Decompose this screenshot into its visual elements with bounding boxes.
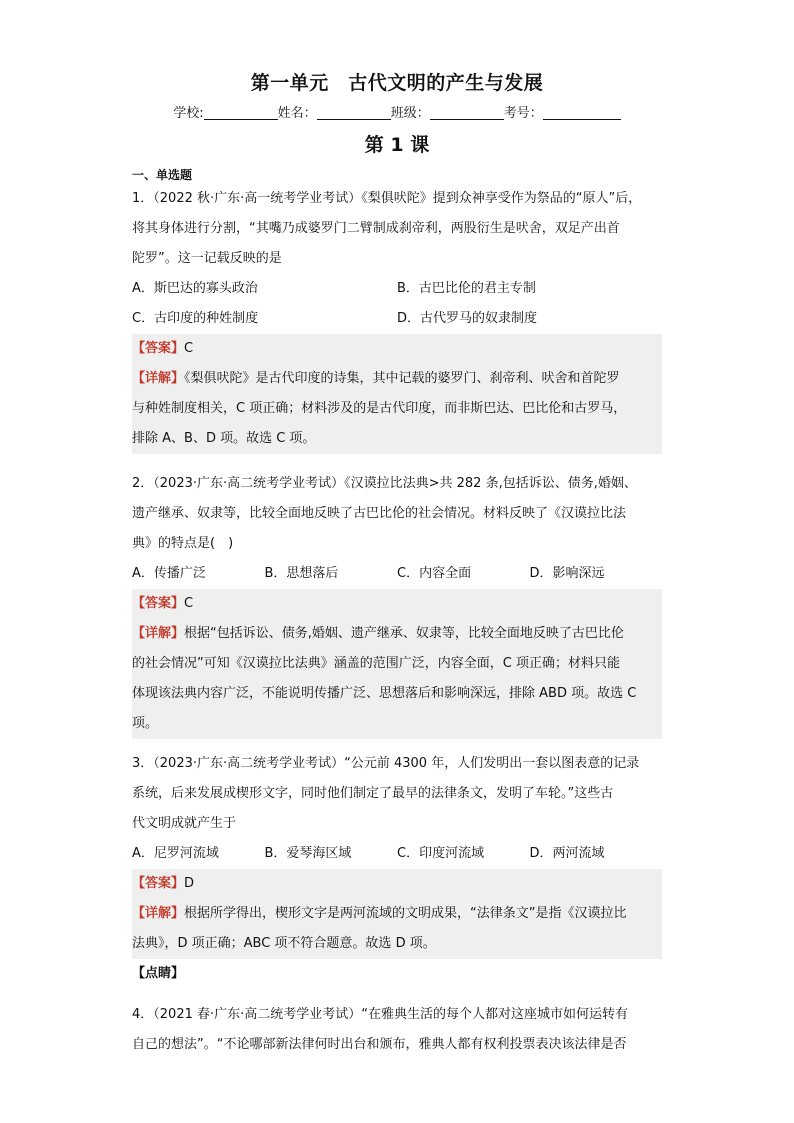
answer-value: C	[184, 341, 194, 356]
explain-line	[132, 364, 662, 394]
option-d[interactable]: D．影响深远	[529, 566, 605, 581]
options-row	[132, 559, 662, 589]
question-block	[132, 184, 662, 454]
explain-tag: 【详解】	[132, 371, 185, 386]
point-tag: 【点睛】	[132, 966, 185, 981]
question-stem-line: 典》的特点是( )	[132, 536, 234, 551]
answer-explanation-block	[132, 589, 662, 739]
question-block	[132, 749, 662, 989]
option-a[interactable]: A．传播广泛	[132, 566, 206, 581]
explain-line: 项。	[132, 716, 159, 731]
explain-line	[132, 619, 662, 649]
question-stem-line: 自己的想法”。“不论哪部新法律何时出台和颁布，雅典人都有权利投票表决该法律是否	[132, 1037, 627, 1052]
explain-line	[132, 899, 662, 929]
answer-line	[132, 589, 662, 619]
question-stem-line: 遗产继承、奴隶等，比较全面地反映了古巴比伦的社会情况。材料反映了《汉谟拉比法	[132, 506, 627, 521]
question-stem-line: 将其身体进行分割，“其嘴乃成婆罗门二臂制成刹帝利，两股衍生是吠舍，双足产出首	[132, 221, 620, 236]
answer-tag: 【答案】	[132, 341, 185, 356]
explain-text: 《梨俱吠陀》是古代印度的诗集，其中记载的婆罗门、刹帝利、吠舍和首陀罗	[184, 371, 620, 386]
question-stem-line: 1．（2022 秋·广东·高一统考学业考试）《梨俱吠陀》提到众神享受作为祭品的“原人”后，	[132, 191, 642, 206]
option-b[interactable]: B．爱琴海区域	[264, 846, 352, 861]
answer-line	[132, 334, 662, 364]
question-stem-line: 4．（2021 春·广东·高二统考学业考试）“在雅典生活的每个人都对这座城市如何运转有	[132, 1007, 628, 1022]
answer-tag: 【答案】	[132, 596, 185, 611]
option-b[interactable]: B．思想落后	[264, 566, 339, 581]
question-block	[132, 469, 662, 739]
option-c[interactable]: C．古印度的种姓制度	[132, 311, 259, 326]
name-blank[interactable]	[317, 105, 391, 120]
answer-explanation-block	[132, 869, 662, 959]
explain-line: 与种姓制度相关，C 项正确；材料涉及的是古代印度，而非斯巴达、巴比伦和古罗马，	[132, 401, 627, 416]
document-title: 第一单元 古代文明的产生与发展	[250, 72, 544, 94]
options-row	[132, 274, 662, 304]
explain-text: 根据所学得出，楔形文字是两河流域的文明成果，“法律条文”是指《汉谟拉比	[184, 906, 627, 921]
exam-no-label: 考号：	[503, 106, 543, 121]
option-c[interactable]: C．印度河流域	[397, 846, 485, 861]
answer-line	[132, 869, 662, 899]
explain-tag: 【详解】	[132, 906, 185, 921]
answer-value: D	[184, 876, 195, 891]
class-label: 班级：	[390, 106, 430, 121]
explain-line: 排除 A、B、D 项。故选 C 项。	[132, 431, 316, 446]
lesson-heading: 第 1 课	[364, 134, 430, 156]
student-info-line	[0, 102, 794, 121]
question-stem-line: 陀罗”。这一记载反映的是	[132, 251, 282, 266]
question-stem-line: 3．（2023·广东·高二统考学业考试）“公元前 4300 年，人们发明出一套以图表意的记录	[132, 756, 640, 771]
options-row	[132, 839, 662, 869]
school-blank[interactable]	[204, 105, 278, 120]
section-heading: 一、单选题	[132, 168, 193, 182]
explain-text: 根据“包括诉讼、债务,婚姻、遗产继承、奴隶等，比较全面地反映了古巴比伦	[184, 626, 624, 641]
answer-tag: 【答案】	[132, 876, 185, 891]
explain-line: 的社会情况”可知《汉谟拉比法典》涵盖的范围广泛，内容全面，C 项正确；材料只能	[132, 656, 620, 671]
question-stem-line: 系统，后来发展成楔形文字，同时他们制定了最早的法律条文，发明了车轮。”这些古	[132, 786, 614, 801]
question-stem-line: 2．（2023·广东·高二统考学业考试）《汉谟拉比法典>共 282 条,包括诉讼、债务,婚姻、	[132, 476, 637, 491]
option-d[interactable]: D．两河流域	[529, 846, 605, 861]
option-a[interactable]: A．尼罗河流域	[132, 846, 219, 861]
option-d[interactable]: D．古代罗马的奴隶制度	[397, 311, 538, 326]
answer-explanation-block	[132, 334, 662, 454]
question-stem-line: 代文明成就产生于	[132, 816, 237, 831]
options-row	[132, 304, 662, 334]
explain-line: 体现该法典内容广泛，不能说明传播广泛、思想落后和影响深远，排除 ABD 项。故选 C	[132, 686, 637, 701]
school-label: 学校:	[173, 106, 204, 121]
option-c[interactable]: C．内容全面	[397, 566, 472, 581]
explain-line: 法典》，D 项正确；ABC 项不符合题意。故选 D 项。	[132, 936, 436, 951]
name-label: 姓名：	[277, 106, 317, 121]
answer-value: C	[184, 596, 194, 611]
option-a[interactable]: A．斯巴达的寡头政治	[132, 281, 258, 296]
class-blank[interactable]	[430, 105, 504, 120]
exam-no-blank[interactable]	[543, 105, 621, 120]
explain-tag: 【详解】	[132, 626, 185, 641]
option-b[interactable]: B．古巴比伦的君主专制	[397, 281, 536, 296]
question-block	[132, 1000, 662, 1060]
